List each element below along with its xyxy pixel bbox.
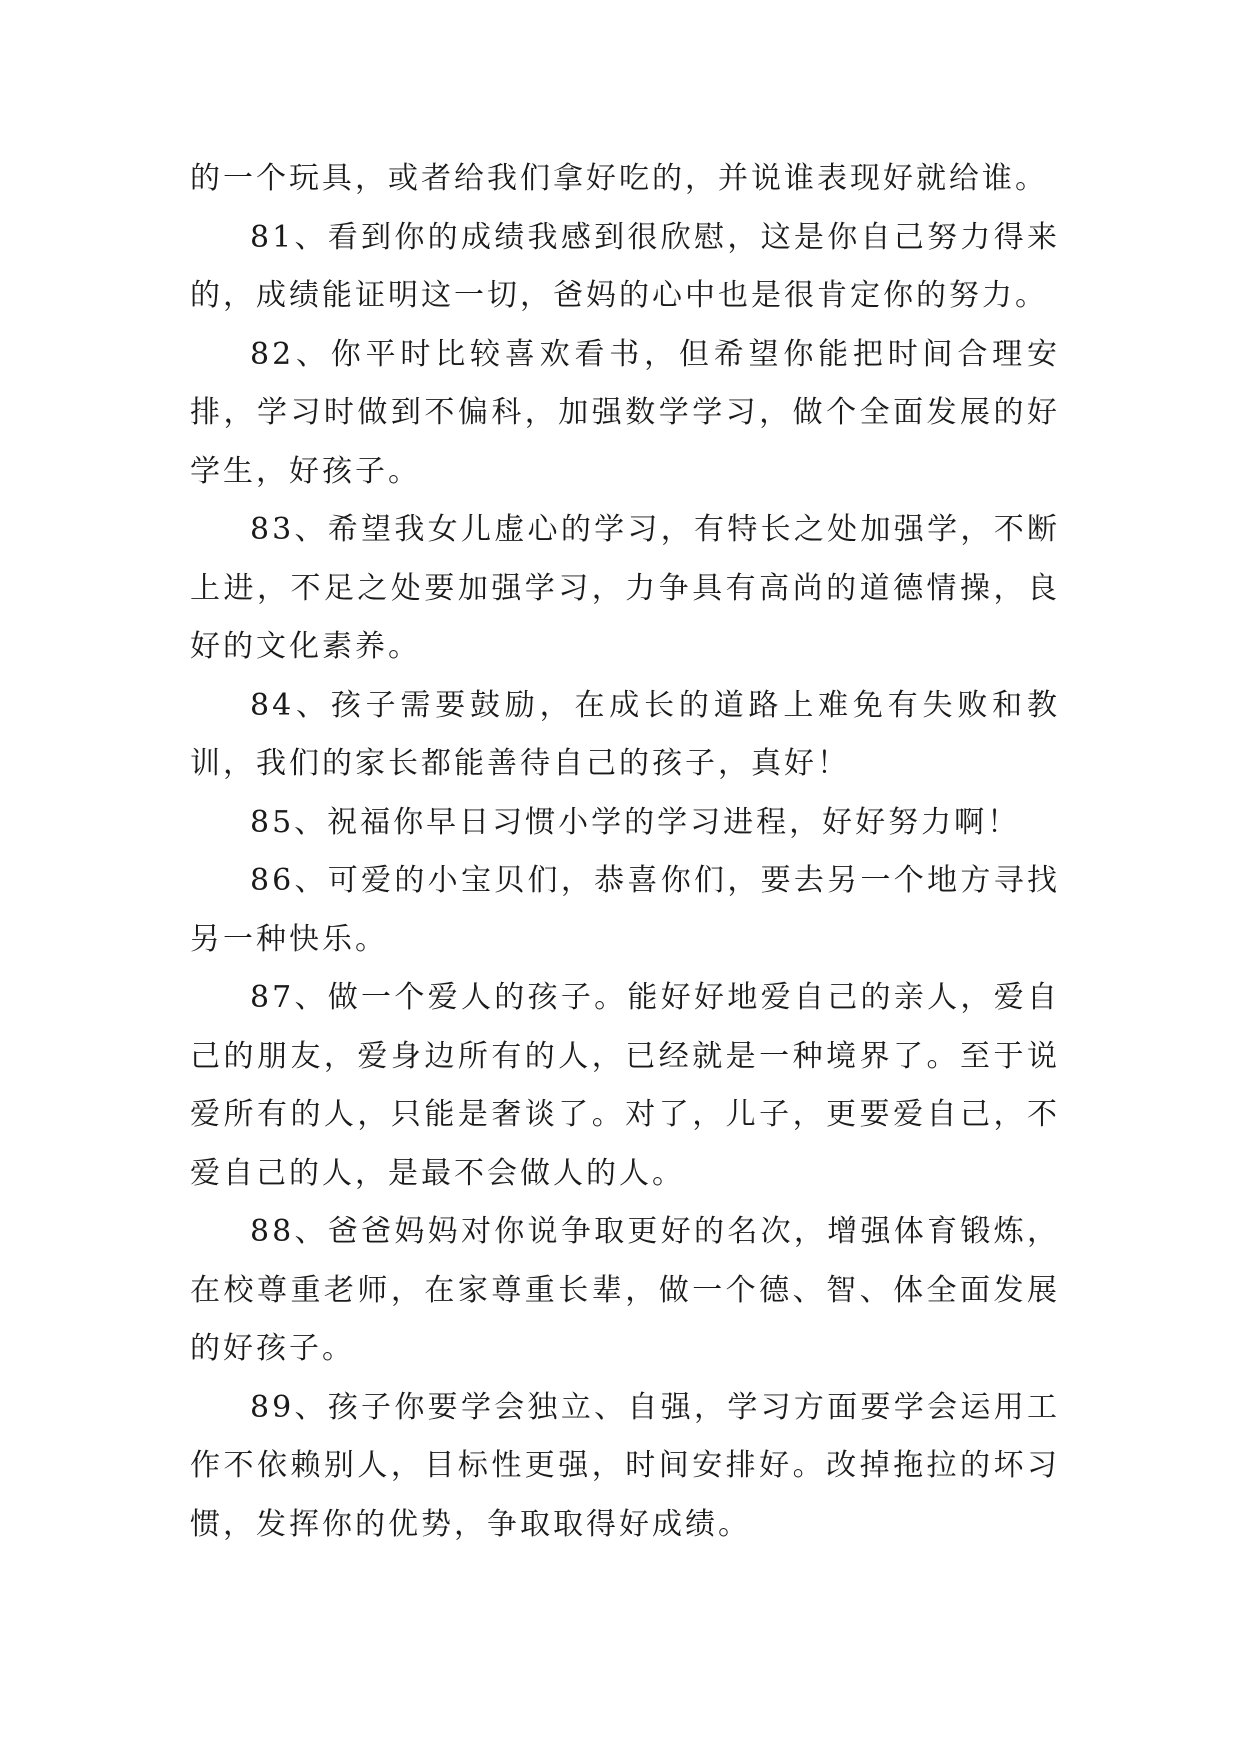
paragraph-continuation: 的一个玩具，或者给我们拿好吃的，并说谁表现好就给谁。 <box>190 161 1048 196</box>
paragraph-85: 85、祝福你早日习惯小学的学习进程，好好努力啊！ <box>250 804 1021 840</box>
paragraph-83: 83、希望我女儿虚心的学习，有特长之处加强学，不断上进，不足之处要加强学习，力争具有高尚的道德情操，良好的文化素养。 <box>190 512 1060 664</box>
document-page <box>190 150 1060 1554</box>
paragraph-86: 86、可爱的小宝贝们，恭喜你们，要去另一个地方寻找另一种快乐。 <box>190 863 1060 957</box>
paragraph-88: 88、爸爸妈妈对你说争取更好的名次，增强体育锻炼，在校尊重老师，在家尊重长辈，做一个德、智、体全面发展的好孩子。 <box>190 1214 1060 1366</box>
paragraph-84: 84、孩子需要鼓励，在成长的道路上难免有失败和教训，我们的家长都能善待自己的孩子，真好！ <box>190 687 1060 781</box>
paragraph-89: 89、孩子你要学会独立、自强，学习方面要学会运用工作不依赖别人，目标性更强，时间安排好。改掉拖拉的坏习惯，发挥你的优势，争取取得好成绩。 <box>190 1389 1060 1542</box>
paragraph-82: 82、你平时比较喜欢看书，但希望你能把时间合理安排，学习时做到不偏科，加强数学学习，做个全面发展的好学生，好孩子。 <box>190 336 1060 489</box>
paragraph-87: 87、做一个爱人的孩子。能好好地爱自己的亲人，爱自己的朋友，爱身边所有的人，已经就是一种境界了。至于说爱所有的人，只能是奢谈了。对了，儿子，更要爱自己，不爱自己的人，是最不会做人的人。 <box>190 980 1060 1191</box>
paragraph-81: 81、看到你的成绩我感到很欣慰，这是你自己努力得来的，成绩能证明这一切，爸妈的心中也是很肯定你的努力。 <box>190 219 1060 313</box>
